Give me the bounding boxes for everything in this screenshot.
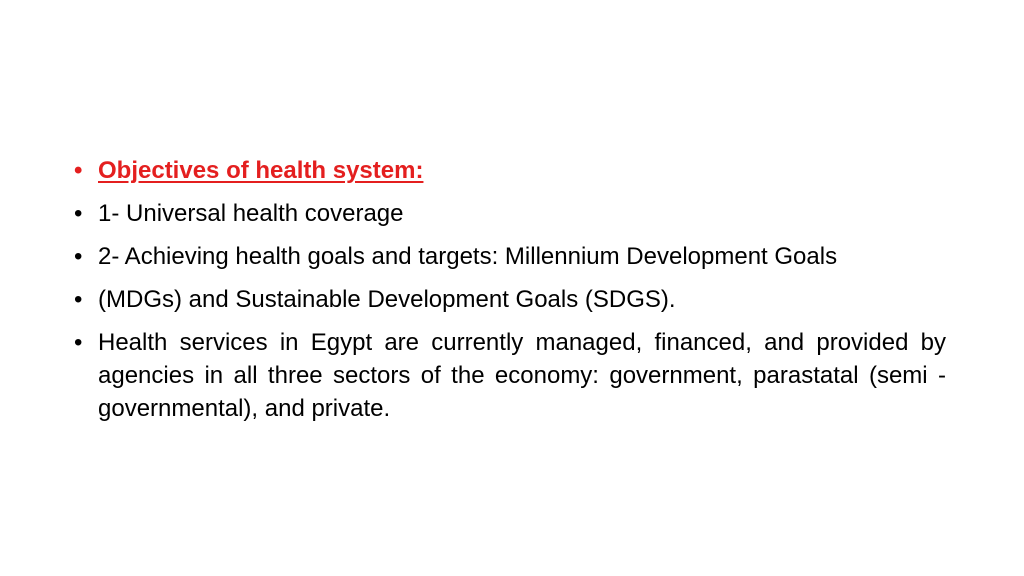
bullet-icon: •: [74, 329, 83, 356]
objectives-heading: Objectives of health system:: [98, 157, 424, 184]
bullet-text: (MDGs) and Sustainable Development Goals (SDGS).: [98, 286, 676, 313]
bullet-text: 2- Achieving health goals and targets: Millennium Development Goals: [98, 243, 838, 270]
bullet-icon: •: [74, 157, 83, 184]
bullet-list: [74, 154, 946, 425]
bullet-icon: •: [74, 200, 83, 227]
bullet-item-objectives-heading: [74, 154, 946, 187]
bullet-item-mdgs-sdgs: [74, 283, 946, 316]
bullet-item-health-services: [74, 326, 946, 425]
bullet-text: Health services in Egypt are currently managed, financed, and provided by agencies in all three sectors of the economy: government, parastatal (semi -governmental), and private.: [98, 329, 946, 422]
slide-content: [74, 154, 946, 435]
bullet-item-health-goals: [74, 240, 946, 273]
bullet-item-universal-coverage: [74, 197, 946, 230]
bullet-icon: •: [74, 243, 83, 270]
bullet-text: 1- Universal health coverage: [98, 200, 404, 227]
bullet-icon: •: [74, 286, 83, 313]
